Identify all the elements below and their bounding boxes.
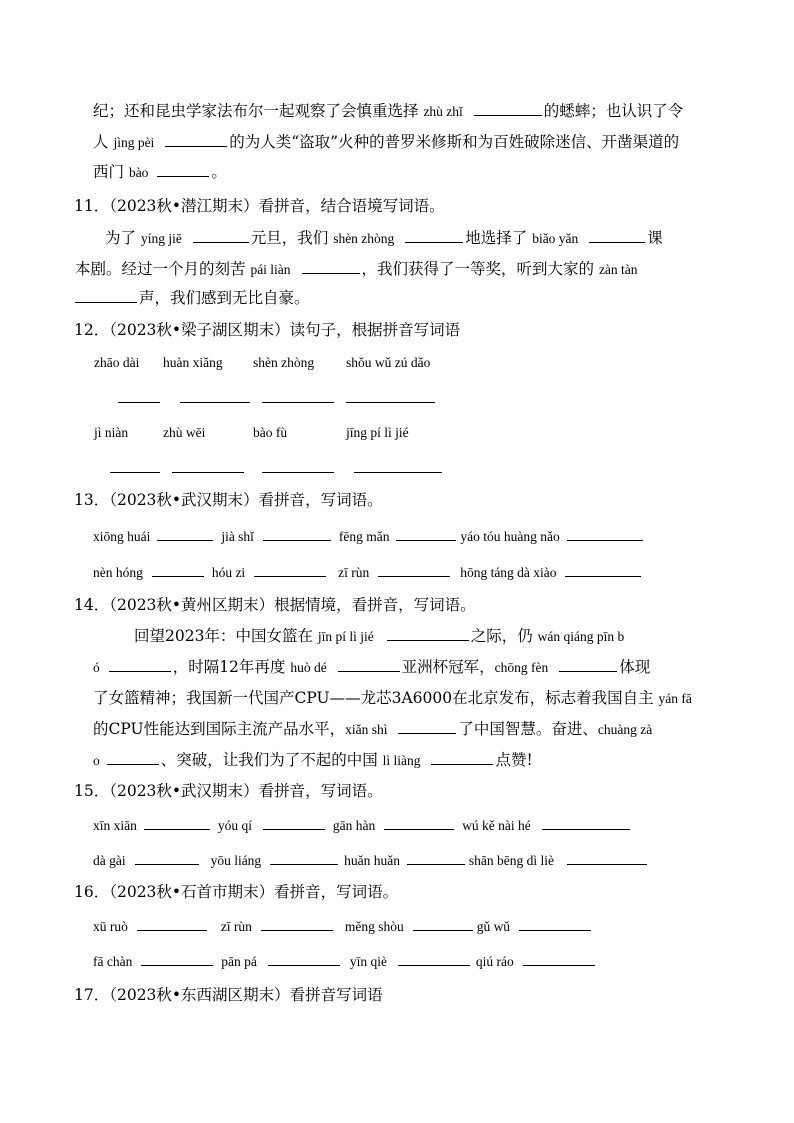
- answer-blank[interactable]: [263, 815, 325, 830]
- pinyin: jīng pí lì jié: [346, 425, 409, 440]
- pinyin: yóu qí: [217, 818, 252, 833]
- answer-blank[interactable]: [165, 132, 227, 147]
- answer-blank[interactable]: [141, 951, 213, 966]
- pinyin: yīn qiè: [349, 954, 387, 969]
- q16-row-1: [93, 916, 591, 937]
- q14-line-5: o 、突破，让我们为了不起的中国 lì liàng 点赞!: [93, 751, 533, 769]
- pinyin: bào fù: [253, 425, 288, 440]
- q11-line-2: 本剧。经过一个月的刻苦 pái liàn ，我们获得了一等奖，听到大家的 zàn tàn: [75, 260, 638, 278]
- answer-blank[interactable]: [110, 472, 160, 473]
- answer-blank[interactable]: [109, 657, 171, 672]
- pinyin: xū ruò: [93, 919, 128, 934]
- q16-row-2: [93, 951, 595, 972]
- answer-blank[interactable]: [378, 562, 450, 577]
- pinyin: zhù wēi: [163, 425, 206, 440]
- answer-blank[interactable]: [263, 526, 331, 541]
- answer-blank[interactable]: [519, 916, 591, 931]
- pinyin: pān pá: [221, 954, 257, 969]
- answer-blank[interactable]: [559, 657, 617, 672]
- answer-blank[interactable]: [152, 562, 204, 577]
- answer-blank[interactable]: [474, 101, 542, 116]
- answer-blank[interactable]: [396, 526, 456, 541]
- pinyin: bào: [128, 165, 149, 180]
- q14-line-4: 的CPU性能达到国际主流产品水平，xiǎn shì 了中国智慧。奋进、chuàng zà: [93, 720, 653, 738]
- answer-blank[interactable]: [137, 916, 207, 931]
- pinyin: gǔ wǔ: [476, 919, 511, 934]
- answer-blank[interactable]: [75, 288, 137, 303]
- answer-blank[interactable]: [262, 402, 334, 403]
- answer-blank[interactable]: [118, 402, 160, 403]
- question-12-header: 12．（2023秋•梁子湖区期末）读句子，根据拼音写词语: [74, 321, 461, 339]
- answer-blank[interactable]: [413, 916, 473, 931]
- answer-blank[interactable]: [172, 472, 244, 473]
- answer-blank[interactable]: [398, 719, 456, 734]
- answer-blank[interactable]: [589, 228, 645, 243]
- pinyin: jià shǐ: [221, 529, 254, 544]
- answer-blank[interactable]: [567, 526, 643, 541]
- answer-blank[interactable]: [193, 228, 249, 243]
- answer-blank[interactable]: [338, 657, 400, 672]
- answer-blank[interactable]: [135, 850, 199, 865]
- q11-line-3: 声，我们感到无比自豪。: [75, 288, 310, 308]
- pinyin: xiōng huái: [93, 529, 151, 544]
- pinyin: zī rùn: [220, 919, 252, 934]
- question-14-header: 14．（2023秋•黄州区期末）根据情境，看拼音，写词语。: [74, 596, 476, 614]
- answer-blank[interactable]: [431, 750, 493, 765]
- pinyin: pái liàn: [250, 262, 291, 277]
- pinyin: xiǎn shì: [345, 722, 388, 737]
- pinyin: zī rùn: [338, 565, 370, 580]
- pinyin: yíng jiē: [140, 231, 182, 246]
- q12-pinyin-row-1: [0, 355, 794, 373]
- answer-blank[interactable]: [354, 472, 442, 473]
- pinyin: xīn xiān: [93, 818, 137, 833]
- answer-blank[interactable]: [157, 526, 213, 541]
- pinyin: huò dé: [290, 660, 327, 675]
- pinyin: shèn zhòng: [253, 355, 315, 370]
- pinyin: yáo tóu huàng nǎo: [460, 529, 560, 544]
- answer-blank[interactable]: [398, 951, 470, 966]
- answer-blank[interactable]: [405, 228, 463, 243]
- pinyin: biǎo yǎn: [532, 231, 579, 246]
- pinyin: nèn hóng: [93, 565, 143, 580]
- q14-line-1: 回望2023年：中国女篮在 jīn pí lì jié 之际，仍 wán qiáng pīn b: [134, 627, 625, 645]
- answer-blank[interactable]: [262, 472, 334, 473]
- answer-blank[interactable]: [542, 815, 630, 830]
- q13-row-1: [93, 526, 643, 547]
- continuation-line-1: 纪；还和昆虫学家法布尔一起观察了会慎重选择 zhù zhǐ 的蟋蟀；也认识了令: [93, 102, 684, 120]
- answer-blank[interactable]: [261, 916, 333, 931]
- question-17-header: 17．（2023秋•东西湖区期末）看拼音写词语: [74, 986, 383, 1004]
- q15-row-2: [93, 850, 647, 871]
- question-16-header: 16．（2023秋•石首市期末）看拼音，写词语。: [74, 883, 399, 901]
- answer-blank[interactable]: [270, 850, 338, 865]
- pinyin: zhù zhǐ: [423, 104, 463, 119]
- answer-blank[interactable]: [387, 626, 469, 641]
- answer-blank[interactable]: [565, 562, 641, 577]
- q15-row-1: [93, 815, 630, 836]
- question-11-header: 11．（2023秋•潜江期末）看拼音，结合语境写词语。: [74, 197, 445, 215]
- pinyin: shān bēng dì liè: [468, 853, 555, 868]
- answer-blank[interactable]: [567, 850, 647, 865]
- pinyin: huàn xiǎng: [163, 355, 223, 370]
- pinyin: zàn tàn: [598, 262, 638, 277]
- pinyin: shǒu wǔ zú dǎo: [346, 355, 431, 370]
- pinyin: shèn zhòng: [333, 231, 395, 246]
- pinyin: dà gài: [93, 853, 126, 868]
- pinyin: chuàng zà: [597, 722, 653, 737]
- q11-line-1: 为了 yíng jiē 元旦，我们 shèn zhòng 地选择了 biǎo yǎn 课: [105, 229, 663, 247]
- answer-blank[interactable]: [407, 850, 465, 865]
- pinyin: jì niàn: [94, 425, 129, 440]
- pinyin: wán qiáng pīn b: [537, 629, 625, 644]
- answer-blank[interactable]: [107, 750, 159, 765]
- pinyin: měng shòu: [344, 919, 404, 934]
- answer-blank[interactable]: [523, 951, 595, 966]
- pinyin: lì liàng: [382, 753, 421, 768]
- pinyin: fā chàn: [93, 954, 133, 969]
- continuation-line-2: 人 jìng pèi 的为人类“盗取”火种的普罗米修斯和为百姓破除迷信、开凿渠道的: [93, 133, 680, 151]
- pinyin: fēng mǎn: [338, 529, 390, 544]
- pinyin: yōu liáng: [210, 853, 262, 868]
- pinyin: huǎn huǎn: [344, 853, 400, 868]
- continuation-line-3: 西门 bào 。: [93, 163, 227, 181]
- answer-blank[interactable]: [384, 815, 454, 830]
- pinyin: qiú ráo: [475, 954, 514, 969]
- pinyin: gān hàn: [332, 818, 376, 833]
- answer-blank[interactable]: [254, 562, 326, 577]
- pinyin: jīn pí lì jié: [317, 629, 374, 644]
- question-13-header: 13．（2023秋•武汉期末）看拼音，写词语。: [74, 491, 383, 509]
- answer-blank[interactable]: [144, 815, 210, 830]
- pinyin: wú kě nài hé: [462, 818, 531, 833]
- pinyin: hōng táng dà xiào: [460, 565, 557, 580]
- pinyin: yán fā: [658, 691, 692, 706]
- answer-blank[interactable]: [346, 402, 435, 403]
- pinyin: chōng fèn: [494, 660, 549, 675]
- q13-row-2: [93, 562, 641, 583]
- question-15-header: 15．（2023秋•武汉期末）看拼音，写词语。: [74, 782, 383, 800]
- answer-blank[interactable]: [180, 402, 250, 403]
- answer-blank[interactable]: [268, 951, 340, 966]
- pinyin: jìng pèi: [113, 135, 155, 150]
- q14-line-3: 了女篮精神；我国新一代国产CPU——龙芯3A6000在北京发布，标志着我国自主 yán fā: [93, 689, 692, 707]
- pinyin: zhāo dài: [94, 355, 140, 370]
- answer-blank[interactable]: [302, 259, 360, 274]
- q14-line-2: ó ，时隔12年再度 huò dé 亚洲杯冠军，chōng fèn 体现: [93, 658, 651, 676]
- answer-blank[interactable]: [157, 162, 209, 177]
- pinyin: hóu zi: [211, 565, 246, 580]
- q12-pinyin-row-2: [0, 425, 794, 443]
